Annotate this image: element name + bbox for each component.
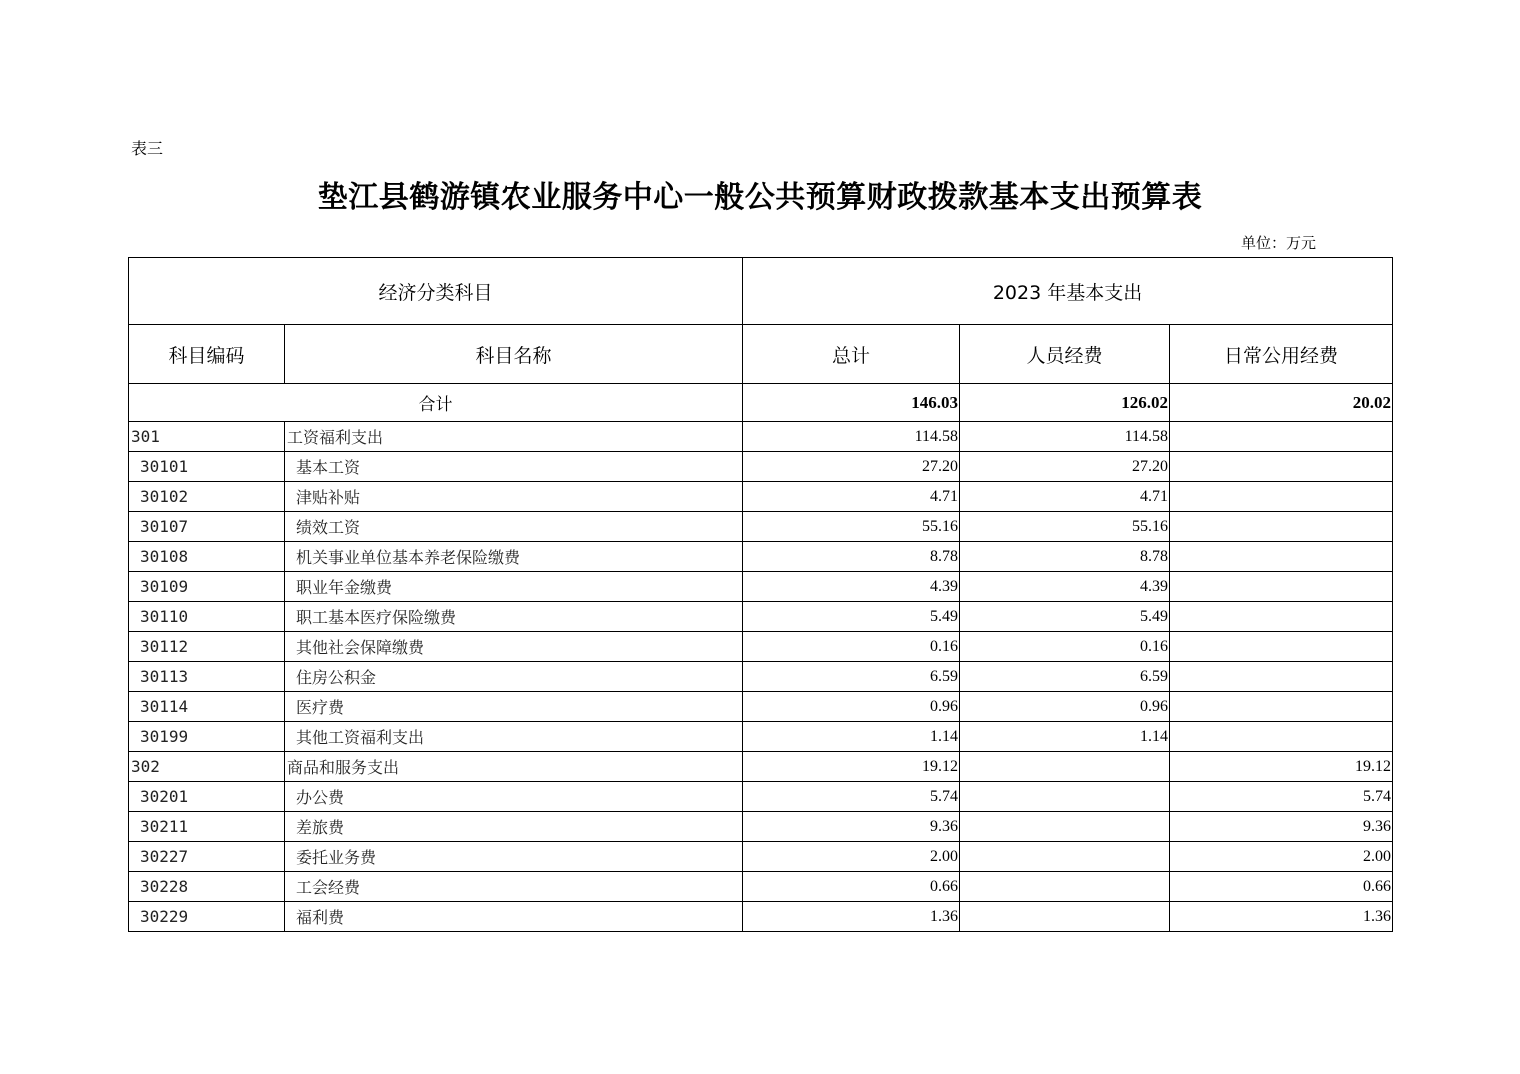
row-name: 办公费 xyxy=(285,782,743,812)
total-label: 合计 xyxy=(129,384,743,422)
row-name: 住房公积金 xyxy=(285,662,743,692)
row-personnel: 4.39 xyxy=(960,572,1170,602)
row-public: 2.00 xyxy=(1170,842,1393,872)
total-sum: 146.03 xyxy=(743,384,960,422)
row-personnel xyxy=(960,782,1170,812)
row-personnel xyxy=(960,872,1170,902)
row-name: 绩效工资 xyxy=(285,512,743,542)
unit-label: 单位：万元 xyxy=(1241,234,1317,252)
table-row xyxy=(129,602,1393,632)
row-code: 30102 xyxy=(129,482,285,512)
row-public xyxy=(1170,572,1393,602)
table-row xyxy=(129,872,1393,902)
row-public: 9.36 xyxy=(1170,812,1393,842)
row-personnel: 6.59 xyxy=(960,662,1170,692)
header-basic-expenditure: 2023 年基本支出 xyxy=(743,258,1393,325)
table-row xyxy=(129,902,1393,932)
header-column-row xyxy=(129,325,1393,384)
row-name: 其他社会保障缴费 xyxy=(285,632,743,662)
row-personnel xyxy=(960,902,1170,932)
header-code: 科目编码 xyxy=(129,325,285,384)
row-total: 0.96 xyxy=(743,692,960,722)
row-code: 30107 xyxy=(129,512,285,542)
row-personnel: 0.96 xyxy=(960,692,1170,722)
row-name: 工会经费 xyxy=(285,872,743,902)
table-row xyxy=(129,452,1393,482)
row-total: 27.20 xyxy=(743,452,960,482)
page-title: 垫江县鹤游镇农业服务中心一般公共预算财政拨款基本支出预算表 xyxy=(317,180,1203,215)
table-row xyxy=(129,752,1393,782)
budget-table xyxy=(128,257,1393,932)
row-public: 19.12 xyxy=(1170,752,1393,782)
row-code: 30108 xyxy=(129,542,285,572)
table-row xyxy=(129,572,1393,602)
row-total: 55.16 xyxy=(743,512,960,542)
total-row xyxy=(129,384,1393,422)
row-public: 0.66 xyxy=(1170,872,1393,902)
row-code: 301 xyxy=(129,422,285,452)
table-label: 表三 xyxy=(131,139,164,158)
row-name: 差旅费 xyxy=(285,812,743,842)
total-public: 20.02 xyxy=(1170,384,1393,422)
row-personnel: 1.14 xyxy=(960,722,1170,752)
row-code: 30211 xyxy=(129,812,285,842)
table-row xyxy=(129,782,1393,812)
row-total: 4.71 xyxy=(743,482,960,512)
header-personnel: 人员经费 xyxy=(960,325,1170,384)
header-total: 总计 xyxy=(743,325,960,384)
header-economic-category: 经济分类科目 xyxy=(129,258,743,325)
row-total: 8.78 xyxy=(743,542,960,572)
row-code: 30110 xyxy=(129,602,285,632)
row-name: 工资福利支出 xyxy=(285,422,743,452)
row-personnel: 27.20 xyxy=(960,452,1170,482)
row-public xyxy=(1170,602,1393,632)
row-name: 职业年金缴费 xyxy=(285,572,743,602)
table-row xyxy=(129,512,1393,542)
row-public: 1.36 xyxy=(1170,902,1393,932)
row-personnel: 0.16 xyxy=(960,632,1170,662)
row-public xyxy=(1170,632,1393,662)
row-code: 30201 xyxy=(129,782,285,812)
row-code: 30114 xyxy=(129,692,285,722)
row-public xyxy=(1170,482,1393,512)
row-code: 30199 xyxy=(129,722,285,752)
row-code: 30113 xyxy=(129,662,285,692)
row-name: 基本工资 xyxy=(285,452,743,482)
row-personnel: 55.16 xyxy=(960,512,1170,542)
table-row xyxy=(129,692,1393,722)
row-total: 0.66 xyxy=(743,872,960,902)
row-code: 30229 xyxy=(129,902,285,932)
row-name: 其他工资福利支出 xyxy=(285,722,743,752)
table-row xyxy=(129,842,1393,872)
row-total: 19.12 xyxy=(743,752,960,782)
row-personnel xyxy=(960,812,1170,842)
row-total: 1.14 xyxy=(743,722,960,752)
row-public xyxy=(1170,512,1393,542)
row-public xyxy=(1170,422,1393,452)
row-code: 30228 xyxy=(129,872,285,902)
header-group-row xyxy=(129,258,1393,325)
table-row xyxy=(129,662,1393,692)
header-name: 科目名称 xyxy=(285,325,743,384)
table-row xyxy=(129,632,1393,662)
row-code: 302 xyxy=(129,752,285,782)
row-total: 5.49 xyxy=(743,602,960,632)
row-total: 0.16 xyxy=(743,632,960,662)
row-code: 30112 xyxy=(129,632,285,662)
total-personnel: 126.02 xyxy=(960,384,1170,422)
row-total: 1.36 xyxy=(743,902,960,932)
row-code: 30227 xyxy=(129,842,285,872)
row-personnel: 8.78 xyxy=(960,542,1170,572)
row-name: 机关事业单位基本养老保险缴费 xyxy=(285,542,743,572)
row-public xyxy=(1170,722,1393,752)
row-public xyxy=(1170,542,1393,572)
row-total: 9.36 xyxy=(743,812,960,842)
row-total: 114.58 xyxy=(743,422,960,452)
row-total: 2.00 xyxy=(743,842,960,872)
row-total: 5.74 xyxy=(743,782,960,812)
table-row xyxy=(129,422,1393,452)
row-code: 30101 xyxy=(129,452,285,482)
table-row xyxy=(129,722,1393,752)
row-public: 5.74 xyxy=(1170,782,1393,812)
row-personnel xyxy=(960,752,1170,782)
row-total: 4.39 xyxy=(743,572,960,602)
row-name: 津贴补贴 xyxy=(285,482,743,512)
header-public: 日常公用经费 xyxy=(1170,325,1393,384)
row-name: 职工基本医疗保险缴费 xyxy=(285,602,743,632)
row-name: 福利费 xyxy=(285,902,743,932)
table-row xyxy=(129,542,1393,572)
row-name: 委托业务费 xyxy=(285,842,743,872)
row-personnel: 114.58 xyxy=(960,422,1170,452)
row-total: 6.59 xyxy=(743,662,960,692)
row-public xyxy=(1170,692,1393,722)
row-code: 30109 xyxy=(129,572,285,602)
row-public xyxy=(1170,452,1393,482)
row-personnel xyxy=(960,842,1170,872)
row-name: 商品和服务支出 xyxy=(285,752,743,782)
row-personnel: 5.49 xyxy=(960,602,1170,632)
table-row xyxy=(129,812,1393,842)
table-row xyxy=(129,482,1393,512)
row-personnel: 4.71 xyxy=(960,482,1170,512)
row-name: 医疗费 xyxy=(285,692,743,722)
row-public xyxy=(1170,662,1393,692)
